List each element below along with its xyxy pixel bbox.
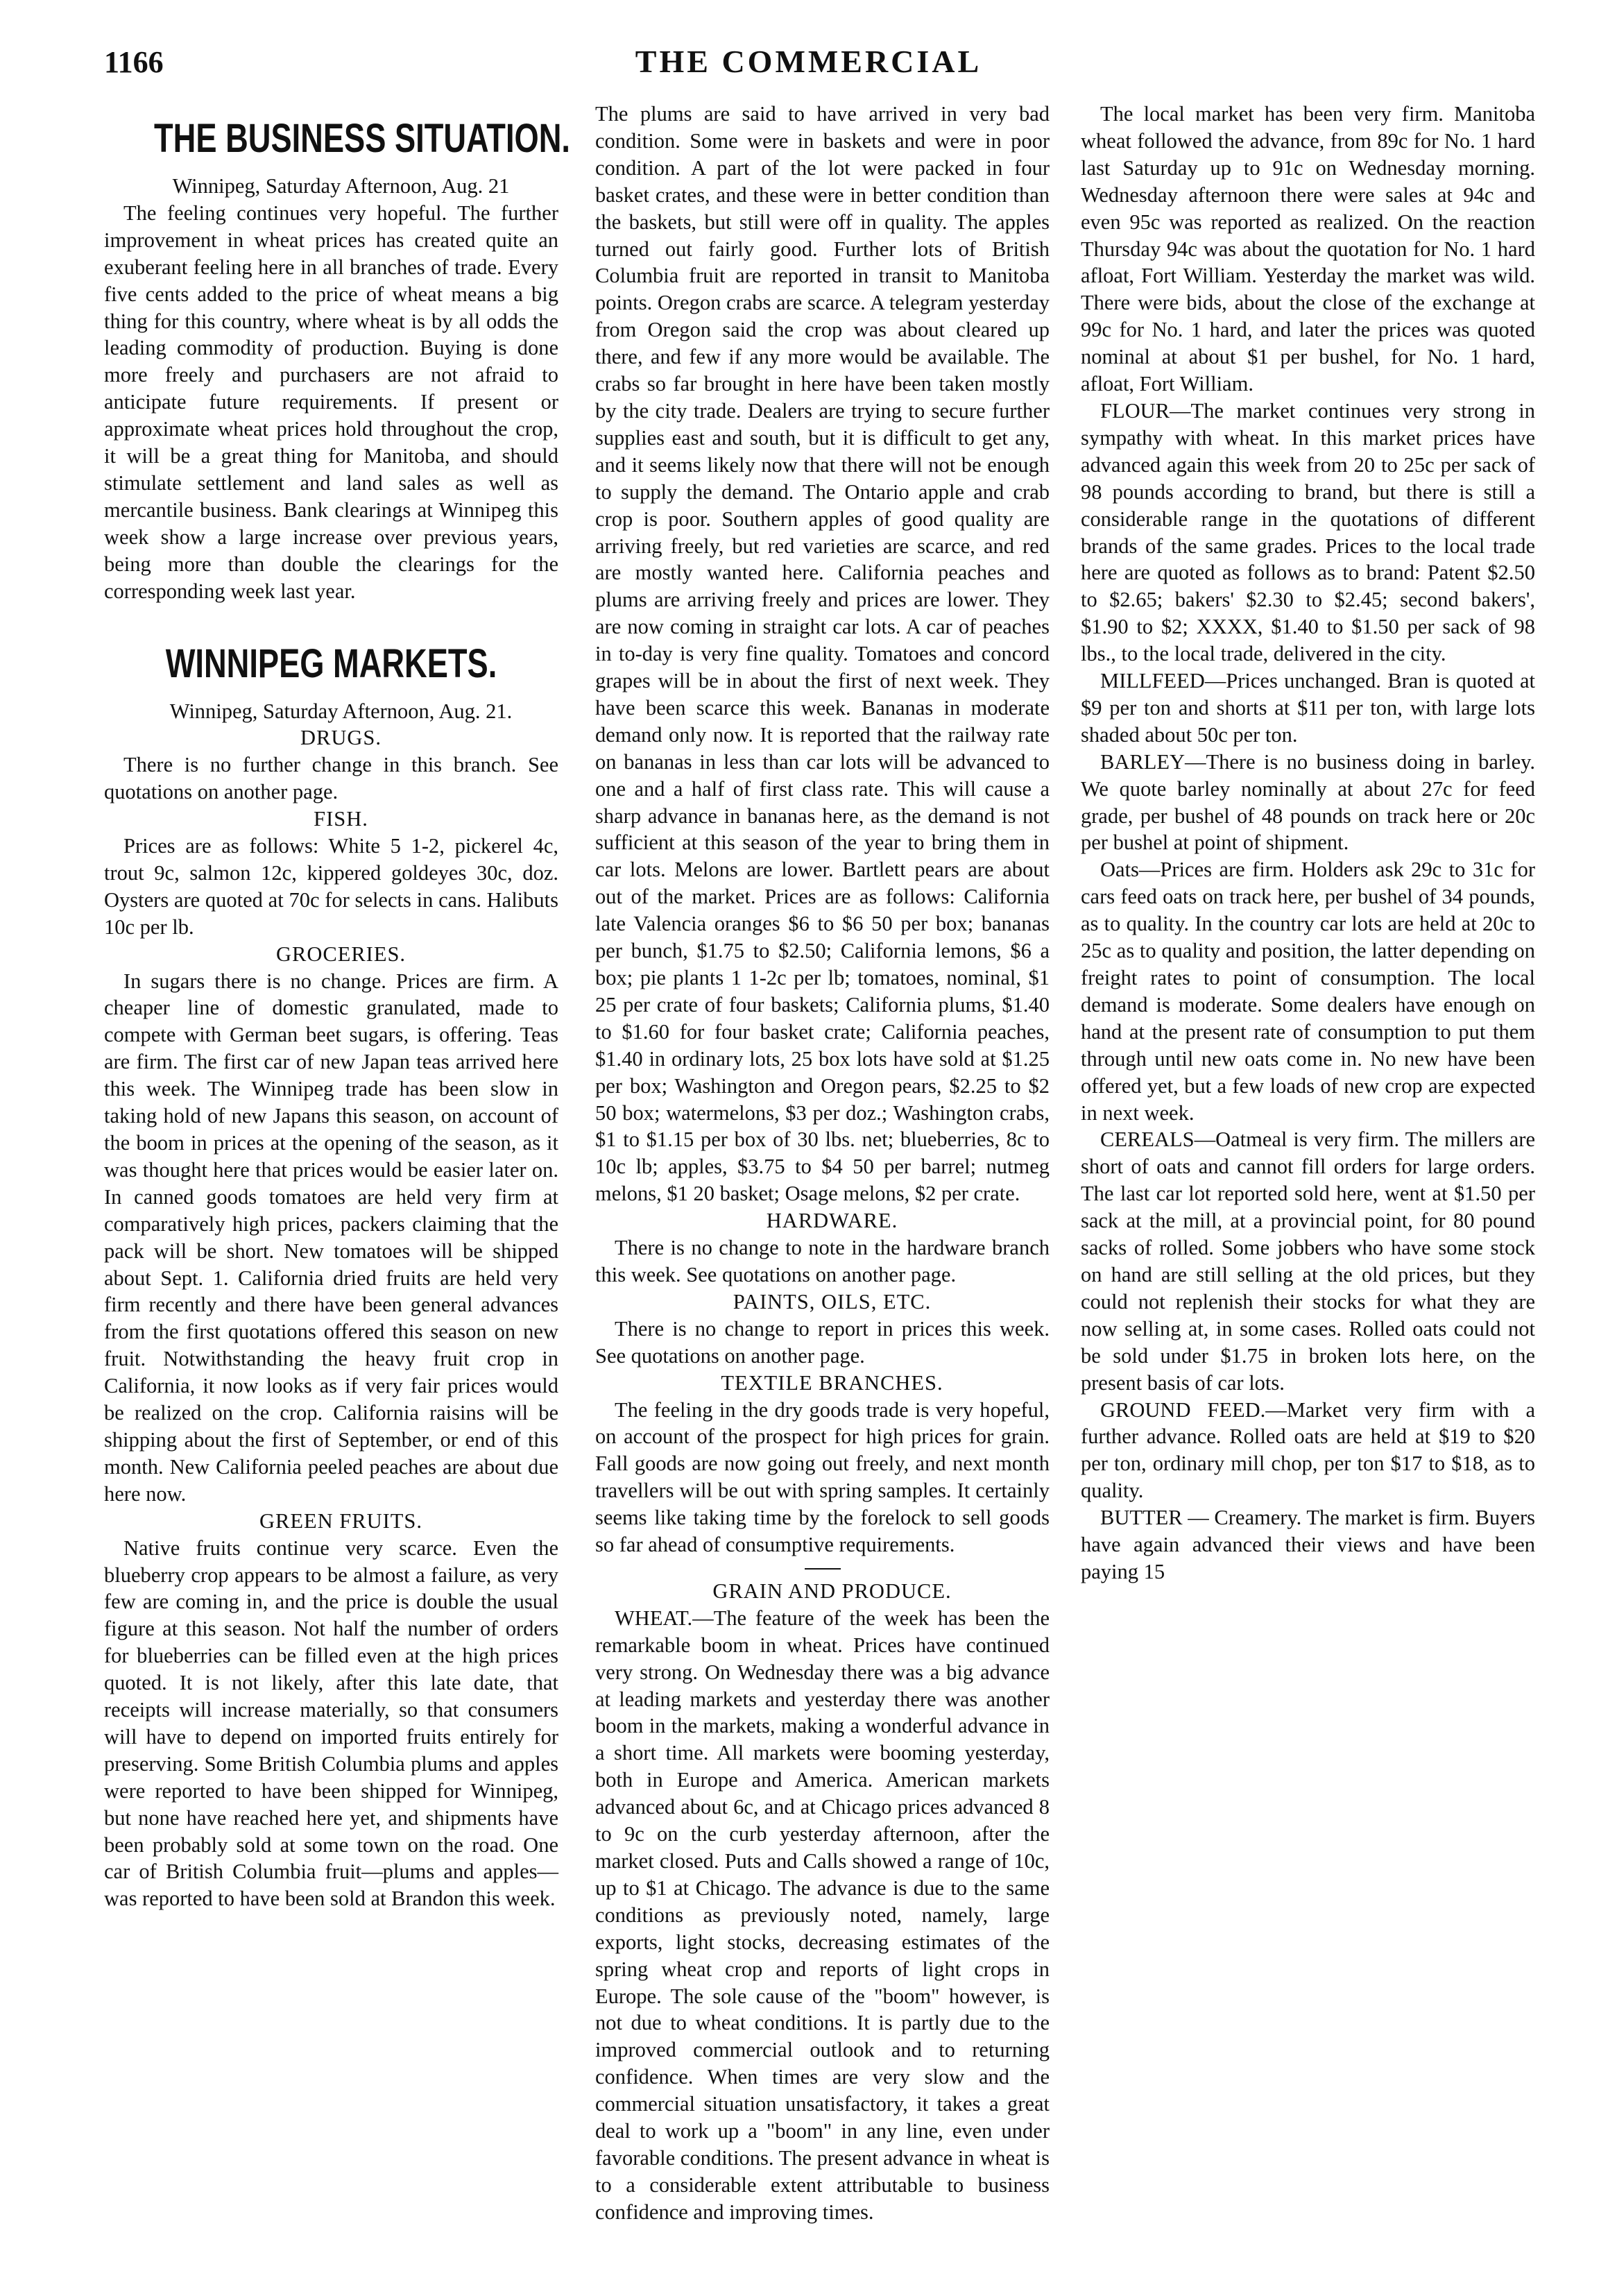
green-fruits-body-2: The plums are said to have arrived in very bad condition. Some were in baskets and were in poor condition. A part of the lot were packed in four basket crates, and these were in better condition than the baskets, but still were off in quality. The apples turned out fairly good. Further lots of British Columbia fruit are reported in transit to Manitoba points. Oregon crabs are scarce. A telegram yesterday from Oregon said the crop was about cleared up there, and few if any more would be available. The crabs so far brought in here have been taken mostly by the city trade. Dealers are trying to secure further supplies east and south, but it is difficult to get any, and it seems likely now that there will not be enough to supply the demand. The Ontario apple and crab crop is poor. Southern apples of good quality are arriving freely, but red varieties are scarce, and red are mostly wanted here. California peaches and plums are arriving freely and prices are lower. They are now coming in straight car lots. A car of peaches in to-day is very fine quality. Tomatoes and concord grapes will be in about the first of next week. They have been scarce this week. Bananas in moderate demand only now. It is reported that the railway rate on bananas in less than car lots will be advanced to one and a half of first class rate. This will cause a sharp advance in bananas here, as the demand is not sufficient at this season of the year to bring them in car lots. Melons are lower. Bartlett pears are about out of the market. Prices are as follows: California late Valencia oranges $6 to $6 50 per box; bananas per bunch, $1.75 to $2.50; California lemons, $6 a box; pie plants 1 1-2c per lb; tomatoes, nominal, $1 25 per crate of four baskets; California plums, $1.40 to $1.60 for four basket crate; California peaches, $1.40 in ordinary lots, 25 box lots have sold at $1.25 per box; Washington and Oregon pears, $2.25 to $2 50 box; watermelons, $3 per doz.; Washington crabs, $1 to $1.15 per box of 30 lbs. net; blueberries, 8c to 10c lb; apples, $3.75 to $4 50 per barrel; nutmeg melons, $1 20 basket; Osage melons, $2 per crate. <box>595 102 1050 1206</box>
oats-body: Oats—Prices are firm. Holders ask 29c to 31c for cars feed oats on track here, per bushel of 34 pounds, as to quality. In the country car lots are held at 20c to 25c as to quality and position, the latter depending on freight rates to point of consumption. The local demand is moderate. Some dealers have enough on hand at the present rate of consumption to put them through until new oats come in. No new have been offered yet, but a few loads of new crop are expected in next week. <box>1081 858 1535 1125</box>
markets-dateline: Winnipeg, Saturday Afternoon, Aug. 21. <box>169 699 513 723</box>
business-dateline: Winnipeg, Saturday Afternoon, Aug. 21 <box>172 174 510 198</box>
green-fruits-heading: GREEN FRUITS. <box>259 1508 422 1533</box>
groceries-heading: GROCERIES. <box>275 942 407 966</box>
fish-body: Prices are as follows: White 5 1-2, pickerel 4c, trout 9c, salmon 12c, kippered goldeyes 30c, doz. Oysters are quoted at 70c for selects in cans. Halibuts 10c per lb. <box>104 834 558 939</box>
flour-body: FLOUR—The market continues very strong in sympathy with wheat. In this market prices have advanced again this week from 20 to 25c per sack of 98 pounds according to brand, but there is still a considerable range in the quotations of different brands of the same grades. Prices to the local trade here are quoted as follows as to brand: Patent $2.50 to $2.65; bakers' $2.30 to $2.45; second bakers', $1.90 to $2; XXXX, $1.40 to $1.50 per sack of 98 lbs., to the local trade, delivered in the city. <box>1081 398 1535 666</box>
section-divider <box>805 1568 841 1570</box>
textile-heading: TEXTILE BRANCHES. <box>721 1370 943 1395</box>
drugs-heading: DRUGS. <box>300 726 382 750</box>
business-situation-heading: THE BUSINESS SITUATION. <box>154 116 570 161</box>
hardware-heading: HARDWARE. <box>766 1209 898 1233</box>
grain-heading: GRAIN AND PRODUCE. <box>712 1579 952 1603</box>
wheat-body: WHEAT.—The feature of the week has been the remarkable boom in wheat. Prices have continued very strong. On Wednesday there was a big advance at leading markets and yesterday there was another boom in the markets, making a wonderful advance in a short time. All markets were booming yesterday, both in Europe and America. American markets advanced about 6c, and at Chicago prices advanced 8 to 9c on the curb yesterday afternoon, after the market closed. Puts and Calls showed a range of 10c, up to $1 at Chicago. The advance is due to the same conditions as previously noted, namely, large exports, light stocks, decreasing estimates of the spring wheat crop and reports of light crops in Europe. The sole cause of the "boom" however, is not due to wheat conditions. It is partly due to the improved commercial outlook and to returning confidence. When times are very slow and the commercial situation unsatisfactory, it takes a great deal to work up a "boom" in any line, even under favorable conditions. The present advance in wheat is to a considerable extent attributable to business confidence and improving times. <box>595 1606 1050 2224</box>
spacer <box>104 605 558 626</box>
fish-heading: FISH. <box>314 807 368 831</box>
drugs-body: There is no further change in this branch. See quotations on another page. <box>104 753 558 804</box>
green-fruits-body-1: Native fruits continue very scarce. Even the blueberry crop appears to be almost a failure, as very few are coming in, and the price is double the usual figure at this season. Not half the number of orders for blueberries can be filled even at the high prices quoted. It is not likely, after this late date, that receipts will increase materially, so that consumers will have to depend on imported fruits entirely for preserving. Some British Columbia plums and apples were reported to have been shipped for Winnipeg, but none have reached here yet, and shipments have been probably sold at some town on the road. One car of British Columbia fruit—plums and apples—was reported to have been sold at Brandon this week. <box>104 1536 558 1911</box>
cereals-body: CEREALS—Oatmeal is very firm. The millers are short of oats and cannot fill orders for large orders. The last car lot reported sold here, went at $1.50 per sack at the mill, at a provincial point, for 80 pound sacks of rolled. Some jobbers who have some stock on hand are still selling at the old prices, but they could not replenish their stocks for what they are now selling at, in some cases. Rolled oats could not be sold under $1.75 in broken lots here, on the present basis of car lots. <box>1081 1128 1535 1395</box>
textile-body: The feeling in the dry goods trade is very hopeful, on account of the prospect for high prices for grain. Fall goods are now going out freely, and next month travellers will be out with spring samples. It certainly seems like taking time by the forelock to sell goods so far ahead of consumptive requirements. <box>595 1397 1050 1557</box>
business-body: The feeling continues very hopeful. The further improvement in wheat prices has created quite an exuberant feeling here in all branches of trade. Every five cents added to the price of wheat means a big thing for this country, where wheat is by all odds the leading commodity of production. Buying is done more freely and purchasers are not afraid to anticipate future requirements. If present or approximate wheat prices hold throughout the crop, it will be a great thing for Manitoba, and should stimulate settlement and land sales as well as mercantile business. Bank clearings at Winnipeg this week show a large increase over previous years, being more than double the clearings for the corresponding week last year. <box>104 201 558 603</box>
millfeed-body: MILLFEED—Prices unchanged. Bran is quoted at $9 per ton and shorts at $11 per ton, with large lots shaded about 50c per ton. <box>1081 669 1535 747</box>
column-1 <box>104 101 570 1912</box>
barley-body: BARLEY—There is no business doing in barley. We quote barley nominally at about 27c for feed grade, per bushel of 48 pounds on track here or 20c per bushel at point of shipment. <box>1081 749 1535 855</box>
paints-heading: PAINTS, OILS, ETC. <box>733 1289 932 1313</box>
paints-body: There is no change to report in prices this week. See quotations on another page. <box>595 1316 1050 1368</box>
butter-body: BUTTER — Creamery. The market is firm. Buyers have again advanced their views and have been paying 15 <box>1081 1506 1535 1583</box>
column-2 <box>595 101 1050 2226</box>
page-header <box>0 40 1617 89</box>
local-market-body: The local market has been very firm. Manitoba wheat followed the advance, from 89c for No. 1 hard last Saturday up to 91c on Wednesday morning. Wednesday afternoon there were sales at 94c and even 95c was reported as realized. On the reaction Thursday 94c was about the quotation for No. 1 hard afloat, Fort William. Yesterday the market was wild. There were bids, about the close of the exchange at 99c for No. 1 hard, and later the prices was quoted nominal at about $1 per bushel, for No. 1 hard, afloat, Fort William. <box>1081 102 1535 396</box>
ground-feed-body: GROUND FEED.—Market very firm with a further advance. Rolled oats are held at $19 to $20 per ton, ordinary mill chop, per ton $17 to $18, as to quality. <box>1081 1397 1535 1503</box>
column-3 <box>1081 101 1535 1585</box>
winnipeg-markets-heading: WINNIPEG MARKETS. <box>165 640 497 686</box>
hardware-body: There is no change to note in the hardware branch this week. See quotations on another page. <box>595 1236 1050 1286</box>
groceries-body: In sugars there is no change. Prices are firm. A cheaper line of domestic granulated, made to compete with German beet sugars, is offering. Teas are firm. The first car of new Japan teas arrived here this week. The Winnipeg trade has been slow in taking hold of new Japans this season, on account of the boom in prices at the opening of the season, as it was thought here that prices would be easier later on. In canned goods tomatoes are held very firm at comparatively high prices, packers claiming that the pack will be short. New tomatoes will be shipped about Sept. 1. California dried fruits are held very firm recently and there have been general advances from the first quotations offered this season on new fruit. Notwithstanding the heavy fruit crop in California, it now looks as if very fair prices would be realized on the crop. California raisins will be shipping about the first of September, or end of this month. New California peeled peaches are about due here now. <box>104 969 558 1506</box>
masthead-title: THE COMMERCIAL <box>635 44 982 79</box>
page-number: 1166 <box>104 45 164 79</box>
